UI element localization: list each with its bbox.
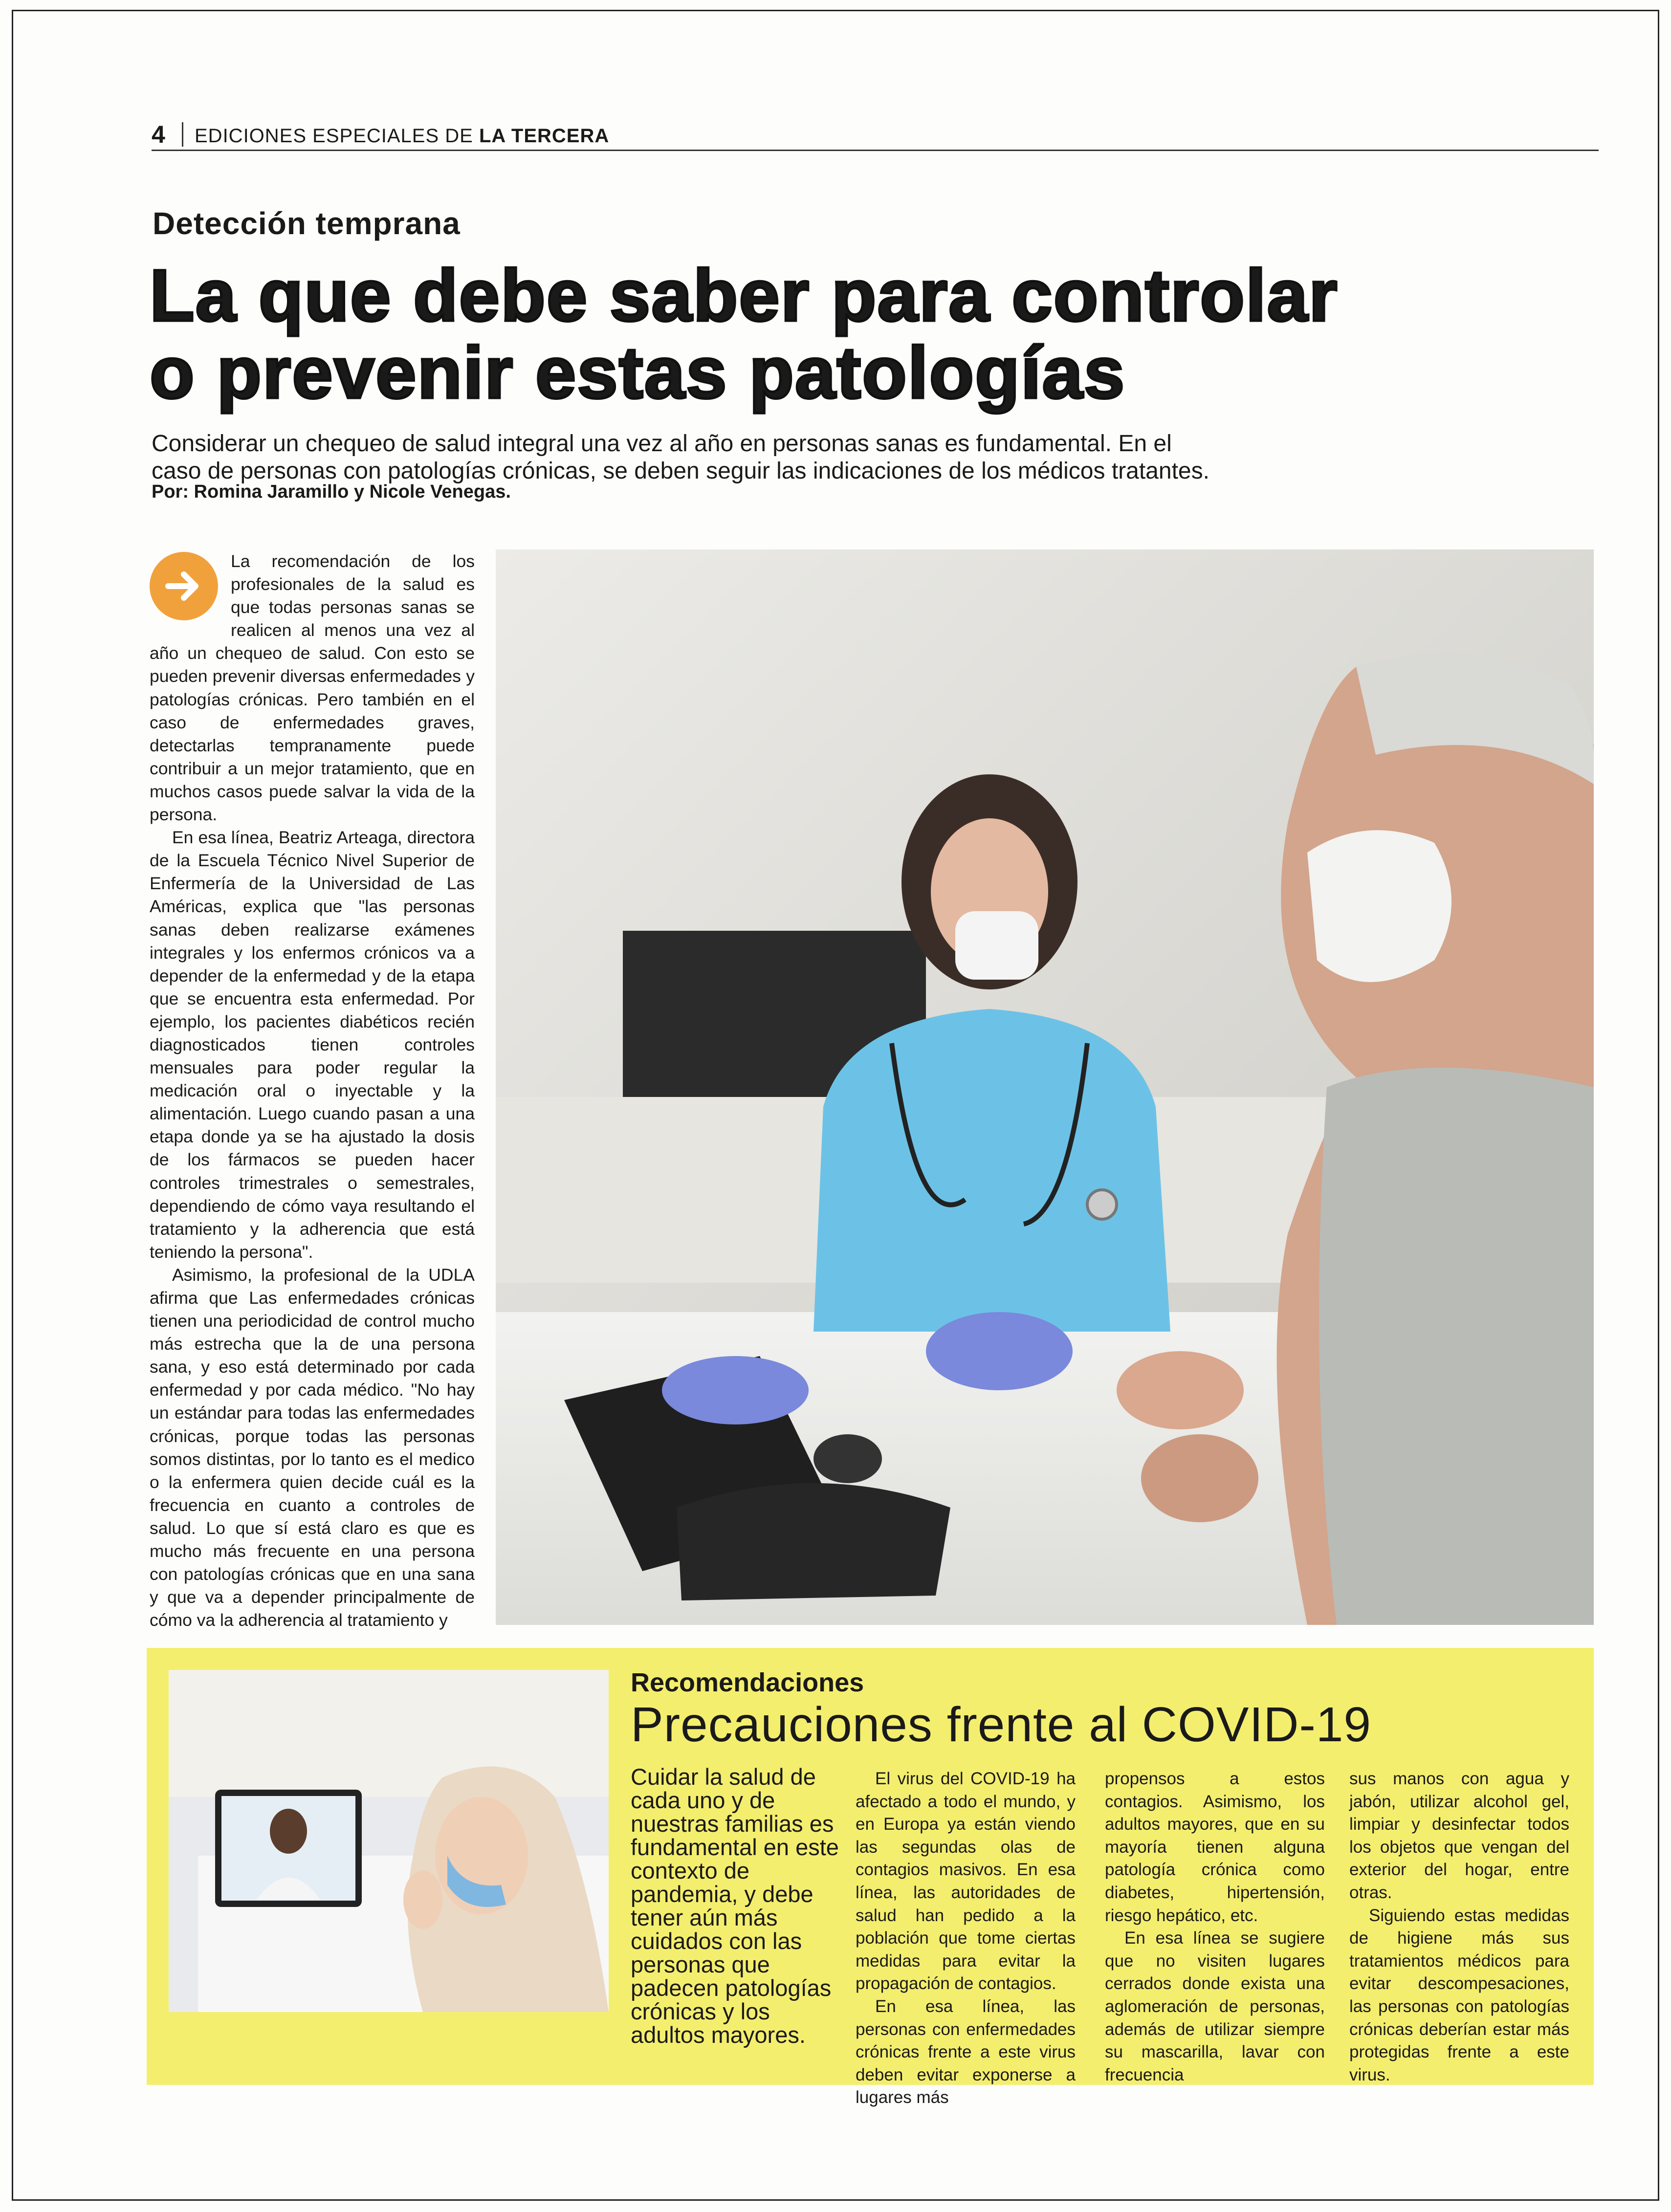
main-photo-nurse-patient	[496, 549, 1594, 1625]
sidebar-title: Precauciones frente al COVID-19	[631, 1697, 1372, 1752]
article-headline	[150, 254, 1567, 414]
body-paragraph-2: En esa línea, Beatriz Arteaga, directora de la Escuela Técnico Nivel Superior de Enfermería de la Universidad de Las Américas, explica que "las personas sanas deben realizarse exámenes integrales y los enfermos crónicos va a depender de la enfermedad y de la etapa que se encuentra esta enfermedad. Por ejemplo, los pacientes diabéticos recién diagnosticados tienen controles mensuales para poder regular la medicación oral o inyectable y la alimentación. Luego cuando pasan a una etapa donde ya se ha ajustado la dosis de los fármacos se pueden hacer controles trimestrales o semestrales, dependiendo de cómo vaya resultando el tratamiento y la adherencia que está teniendo la persona".	[150, 828, 475, 1262]
headline-line-1: La que debe saber para controlar	[150, 254, 1339, 336]
header-divider	[182, 122, 183, 147]
sidebar-column-1	[856, 1768, 1076, 2109]
body-paragraph-1: La recomendación de los profesionales de la salud es que todas personas sanas se realicen al menos una vez al año un chequeo de salud. Con esto se pueden prevenir diversas enfermedades y patologías crónicas. Pero también en el caso de enfermedades graves, detectarlas tempranamente puede contribuir a un mejor tratamiento, que en muchos casos puede salvar la vida de la persona.	[150, 551, 475, 825]
sidebar-col1-paragraph-2: En esa línea, las personas con enfermedades crónicas frente a este virus deben evitar exponerse a lugares más	[856, 1996, 1076, 2107]
arrow-right-icon	[150, 552, 218, 620]
section-label	[195, 125, 609, 147]
sidebar-col2-paragraph-2: En esa línea se sugiere que no visiten lugares cerrados donde exista una aglomeración de personas, además de utilizar siempre su mascarilla, lavar con frecuencia	[1105, 1928, 1325, 2084]
body-paragraph-3: Asimismo, la profesional de la UDLA afirma que Las enfermedades crónicas tienen una periodicidad de control mucho más estrecha que la de una persona sana, y eso está determinado por cada enfermedad y por cada médico. "No hay un estándar para todas las enfermedades crónicas, porque todas las personas somos distintas, por lo tanto es el medico o la enfermera quien decide cuál es la frecuencia en cuanto a controles de salud. Lo que sí está claro es que es mucho más frecuente en una persona con patologías crónicas que en una sana y que va a depender principalmente de cómo va la adherencia al tratamiento y	[150, 1265, 475, 1630]
inset-photo-video-call	[169, 1670, 609, 2012]
article-kicker: Detección temprana	[153, 206, 461, 241]
headline-line-2: o prevenir estas patologías	[150, 331, 1126, 414]
sidebar-column-3	[1349, 1768, 1569, 2086]
sidebar-column-2	[1105, 1768, 1325, 2086]
brand-name: LA TERCERA	[479, 125, 610, 147]
sidebar-col1-paragraph-1: El virus del COVID-19 ha afectado a todo el mundo, y en Europa ya están viendo las segundas olas de contagios masivos. En esa línea, las autoridades de salud han pedido a la población que tome ciertas medidas para evitar la propagación de contagios.	[856, 1769, 1076, 1993]
page-number: 4	[152, 121, 165, 148]
sidebar-col3-paragraph-2: Siguiendo estas medidas de higiene más sus tratamientos médicos para evitar descompesaciones, las personas con patologías crónicas deberían estar más protegidas frente a este virus.	[1349, 1905, 1569, 2084]
article-body	[150, 550, 475, 1632]
article-byline: Por: Romina Jaramillo y Nicole Venegas.	[152, 482, 511, 502]
page-header	[152, 120, 1599, 151]
sidebar-col3-paragraph-1: sus manos con agua y jabón, utilizar alcohol gel, limpiar y desinfectar todos los objetos que vengan del exterior del hogar, entre otras.	[1349, 1769, 1569, 1902]
sidebar-lead: Cuidar la salud de cada uno y de nuestras familias es fundamental en este contexto de pandemia, y debe tener aún más cuidados con las personas que padecen patologías crónicas y los adultos mayores.	[631, 1764, 839, 2048]
sidebar-kicker: Recomendaciones	[631, 1668, 864, 1697]
sidebar-box	[147, 1648, 1594, 2107]
article-subhead: Considerar un chequeo de salud integral una vez al año en personas sanas es fundamental. En el caso de personas con patologías crónicas, se deben seguir las indicaciones de los médicos tratantes.	[152, 431, 1209, 484]
section-prefix: EDICIONES ESPECIALES DE	[195, 125, 473, 147]
sidebar-col2-paragraph-1: propensos a estos contagios. Asimismo, los adultos mayores, que en su mayoría tienen alguna patología crónica como diabetes, hipertensión, riesgo hepático, etc.	[1105, 1769, 1325, 1925]
